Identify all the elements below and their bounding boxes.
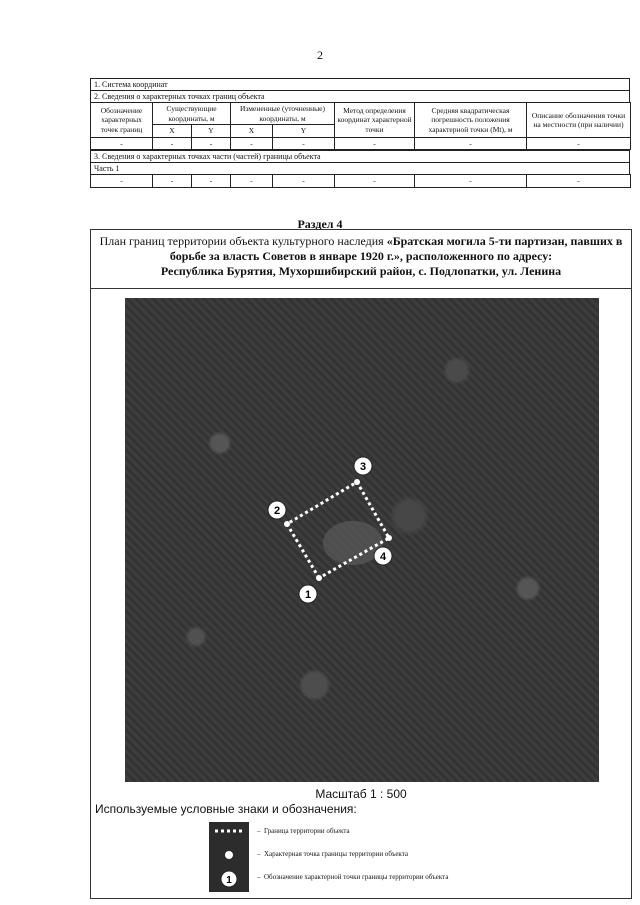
legend-text: Обозначение характерной точки границы территории объекта — [264, 873, 449, 881]
table-cell: - — [527, 175, 631, 187]
plan-title-plain: План границ территории объекта культурного наследия — [99, 234, 387, 248]
point-label-3 — [354, 457, 372, 475]
table-cell: - — [231, 137, 273, 149]
header-y-changed: Y — [273, 125, 335, 137]
table-cell: - — [91, 137, 153, 149]
table-cell: - — [415, 175, 527, 187]
table-cell: - — [153, 137, 192, 149]
boundary-point-marker — [316, 575, 322, 581]
boundary-point-marker — [386, 535, 392, 541]
boundary-point-marker — [284, 521, 290, 527]
boundary-points-heading: 2. Сведения о характерных точках границ объекта — [90, 90, 630, 102]
point-label-2 — [268, 501, 286, 519]
table-cell: - — [335, 175, 415, 187]
header-error: Средняя квадратическая погрешность положения характерной точки (Mt), м — [415, 103, 527, 137]
legend-title: Используемые условные знаки и обозначения: — [95, 802, 357, 816]
plan-title-after: , расположенного по адресу: — [399, 249, 553, 263]
section-title: Раздел 4 — [297, 217, 343, 231]
plan-divider — [91, 288, 631, 289]
part-label: Часть 1 — [90, 162, 630, 174]
boundary-points-table — [90, 102, 631, 150]
table-cell: - — [192, 137, 231, 149]
boundary-point-marker — [354, 479, 360, 485]
table-cell: - — [91, 175, 153, 187]
legend-label-icon-text: 1 — [226, 875, 232, 886]
table-cell: - — [153, 175, 192, 187]
legend-item — [257, 824, 448, 847]
table-cell: - — [527, 137, 631, 149]
point-label-3-text: 3 — [359, 461, 367, 473]
legend-item — [257, 847, 448, 870]
header-description: Описание обозначения точки на местности (при наличии) — [527, 103, 631, 137]
point-label-1 — [299, 585, 317, 603]
table-cell: - — [335, 137, 415, 149]
table-cell: - — [231, 175, 273, 187]
header-x-changed: X — [231, 125, 273, 137]
header-method: Метод определения координат характерной точки — [335, 103, 415, 137]
table-cell: - — [273, 137, 335, 149]
coordinates-table-block — [90, 78, 630, 188]
header-y-existing: Y — [192, 125, 231, 137]
header-designation: Обозначение характерных точек границ — [91, 103, 153, 137]
header-x-existing: X — [153, 125, 192, 137]
legend-dash: – — [257, 850, 261, 858]
legend-dash: – — [257, 827, 261, 835]
table-cell: - — [192, 175, 231, 187]
part-points-heading: 3. Сведения о характерных точках части (частей) границы объекта — [90, 150, 630, 162]
boundary-overlay — [125, 298, 599, 782]
satellite-map — [125, 298, 599, 782]
plan-title-object: «Братская могила 5-ти партизан, павших в борьбе за власть Советов в январе 1920 г.» — [169, 234, 623, 263]
point-label-4-text: 4 — [379, 551, 387, 563]
point-label-2-text: 2 — [273, 505, 281, 517]
coordinate-system-row: 1. Система координат — [90, 78, 630, 90]
plan-address: Республика Бурятия, Мухоршибирский район, с. Подлопатки, ул. Ленина — [160, 264, 562, 278]
legend-text: Граница территории объекта — [264, 827, 350, 835]
legend-icons — [209, 822, 249, 892]
legend-item — [257, 870, 448, 893]
map-scale: Масштаб 1 : 500 — [315, 787, 407, 801]
header-existing: Существующие координаты, м — [153, 103, 231, 125]
page-number: 2 — [317, 48, 323, 62]
point-label-1-text: 1 — [304, 589, 312, 601]
legend-dash: – — [257, 873, 261, 881]
plan-frame — [90, 229, 632, 899]
table-row — [91, 175, 631, 187]
table-cell: - — [273, 175, 335, 187]
table-cell: - — [415, 137, 527, 149]
header-changed: Измененные (уточненные) координаты, м — [231, 103, 335, 125]
legend-list — [257, 824, 448, 893]
legend-text: Характерная точка границы территории объекта — [264, 850, 408, 858]
plan-title — [91, 230, 631, 279]
part-points-table — [90, 174, 631, 187]
legend-point-icon — [225, 851, 233, 859]
point-label-4 — [374, 547, 392, 565]
table-row — [91, 137, 631, 149]
